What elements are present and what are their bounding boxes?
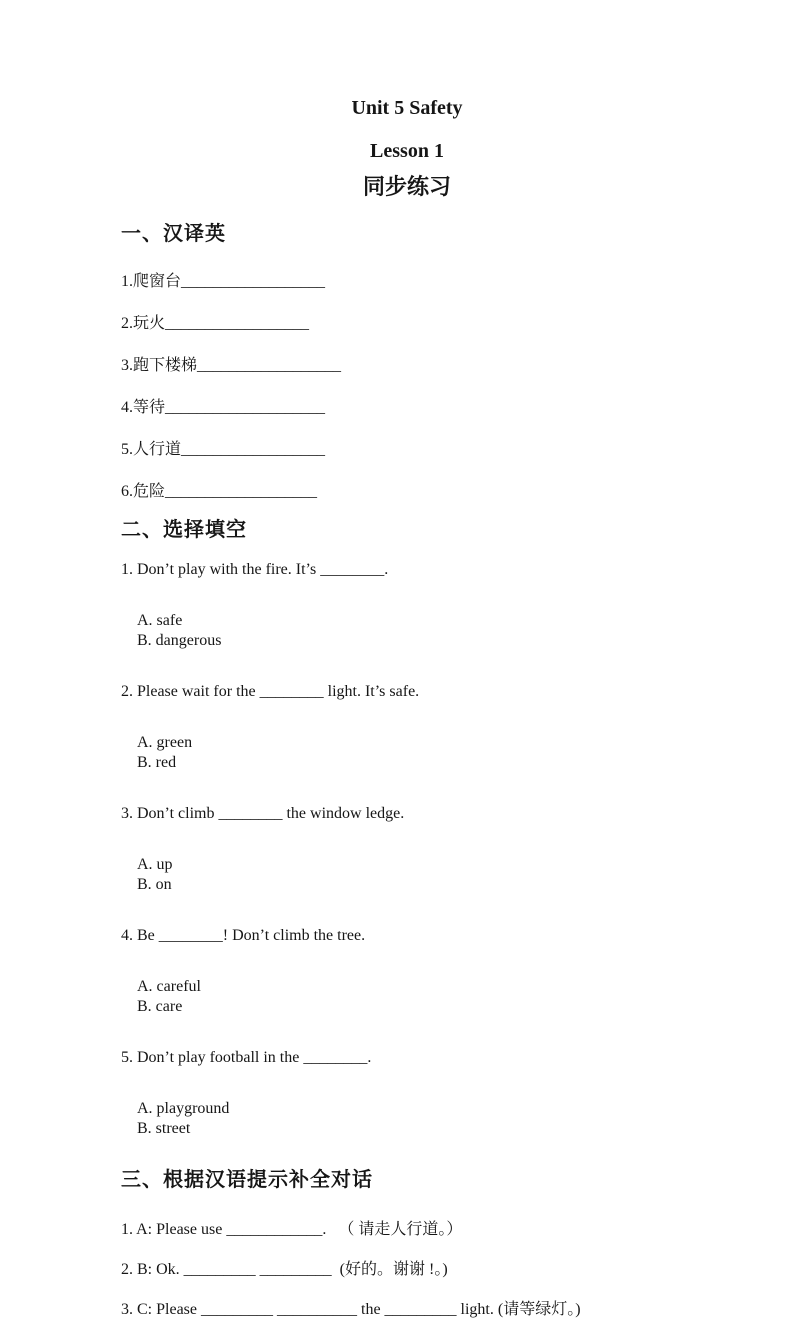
choice-options-2 bbox=[121, 713, 693, 793]
option-a-4: A. careful bbox=[137, 978, 201, 995]
lesson-title: Lesson 1 bbox=[370, 140, 444, 162]
translation-item-5: 5.人行道__________________ bbox=[121, 441, 326, 458]
practice-title: 同步练习 bbox=[362, 174, 451, 199]
unit-title: Unit 5 Safety bbox=[351, 97, 463, 119]
choice-question-1: 1. Don’t play with the fire. It’s ________. bbox=[121, 561, 389, 578]
section1-heading: 一、汉译英 bbox=[121, 223, 226, 245]
choice-question-5: 5. Don’t play football in the ________. bbox=[121, 1049, 372, 1066]
translation-item-6: 6.危险___________________ bbox=[121, 483, 318, 500]
choice-question-3: 3. Don’t climb ________ the window ledge. bbox=[121, 805, 405, 822]
choice-options-5 bbox=[121, 1079, 693, 1159]
translation-item-3: 3.跑下楼梯__________________ bbox=[121, 357, 342, 374]
translation-item-2: 2.玩火__________________ bbox=[121, 315, 310, 332]
option-b-5: B. street bbox=[137, 1120, 191, 1137]
dialogue-line-2: 2. B: Ok. _________ _________ (好的。谢谢 !。) bbox=[121, 1261, 448, 1278]
option-b-2: B. red bbox=[137, 754, 177, 771]
choice-options-4 bbox=[121, 957, 693, 1037]
choice-options-1 bbox=[121, 591, 693, 671]
choice-question-4: 4. Be ________! Don’t climb the tree. bbox=[121, 927, 366, 944]
option-a-3: A. up bbox=[137, 856, 173, 873]
option-a-5: A. playground bbox=[137, 1100, 230, 1117]
choice-options-3 bbox=[121, 835, 693, 915]
title-block bbox=[121, 96, 693, 199]
dialogue-line-3: 3. C: Please _________ __________ the _________ light. (请等绿灯。) bbox=[121, 1301, 581, 1318]
translation-item-4: 4.等待____________________ bbox=[121, 399, 326, 416]
choice-question-2: 2. Please wait for the ________ light. It’s safe. bbox=[121, 683, 420, 700]
section3-heading: 三、根据汉语提示补全对话 bbox=[121, 1169, 373, 1191]
option-a-2: A. green bbox=[137, 734, 193, 751]
option-a-1: A. safe bbox=[137, 612, 183, 629]
option-b-1: B. dangerous bbox=[137, 632, 222, 649]
section2-heading: 二、选择填空 bbox=[121, 519, 247, 541]
dialogue-line-1: 1. A: Please use ____________. （ 请走人行道。） bbox=[121, 1221, 463, 1238]
option-b-3: B. on bbox=[137, 876, 172, 893]
option-b-4: B. care bbox=[137, 998, 183, 1015]
translation-item-1: 1.爬窗台__________________ bbox=[121, 273, 326, 290]
